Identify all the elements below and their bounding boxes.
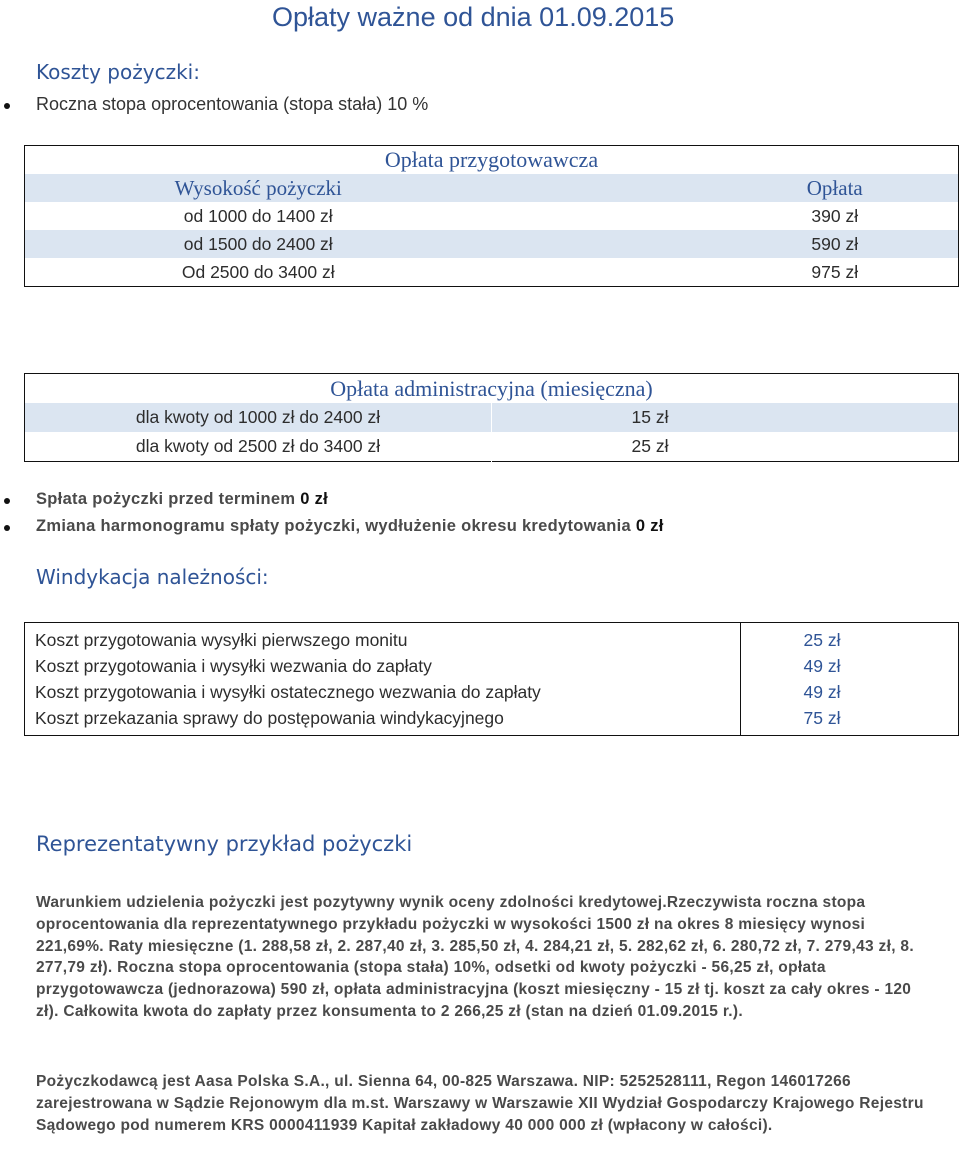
early-repayment-value: 0 zł bbox=[300, 490, 329, 508]
admin-fee-table bbox=[24, 373, 959, 462]
schedule-change-line bbox=[36, 517, 664, 536]
schedule-change-text: Zmiana harmonogramu spłaty pożyczki, wydłużenie okresu kredytowania bbox=[36, 517, 636, 535]
schedule-change-value: 0 zł bbox=[635, 517, 664, 535]
table-cell-fee: 975 zł bbox=[811, 261, 859, 282]
preparation-fee-title: Opłata przygotowawcza bbox=[25, 146, 959, 175]
column-header-amount: Wysokość pożyczki bbox=[25, 174, 492, 202]
interest-rate-line bbox=[36, 94, 936, 115]
table-cell-range: od 1000 do 1400 zł bbox=[183, 205, 333, 226]
early-repayment-text: Spłata pożyczki przed terminem bbox=[36, 490, 301, 508]
bullet-icon bbox=[4, 525, 10, 531]
early-repayment-line bbox=[36, 490, 328, 509]
collection-heading: Windykacja należności: bbox=[36, 565, 269, 589]
interest-rate-text: Roczna stopa oprocentowania (stopa stała) 10 % bbox=[36, 94, 429, 114]
table-cell-range: Od 2500 do 3400 zł bbox=[181, 261, 335, 282]
table-cell-range: dla kwoty od 2500 zł do 3400 zł bbox=[25, 432, 492, 462]
table-cell-label: Koszt przygotowania i wysyłki ostatecznego wezwania do zapłaty bbox=[25, 679, 741, 705]
table-cell-fee: 25 zł bbox=[631, 436, 669, 456]
table-cell-fee: 390 zł bbox=[811, 205, 859, 226]
table-cell-fee: 15 zł bbox=[492, 403, 959, 432]
table-cell-fee: 49 zł bbox=[803, 681, 841, 702]
table-cell-label: Koszt przygotowania i wysyłki wezwania do zapłaty bbox=[25, 653, 741, 679]
collection-fee-table bbox=[24, 622, 959, 736]
table-cell-range: od 1500 do 2400 zł bbox=[25, 230, 492, 258]
bullet-icon bbox=[4, 498, 10, 504]
lender-info: Pożyczkodawcą jest Aasa Polska S.A., ul. Sienna 64, 00-825 Warszawa. NIP: 5252528111, Regon 146017266 zarejestrowana w Sądzie Rejonowym dla m.st. Warszawy w Warszawie XII Wydział Gospodarczy Krajowego Rejestru Sądowego pod numerem KRS 0000411939 Kapitał zakładowy 40 000 000 zł (wpłacony w całości). bbox=[36, 1073, 924, 1134]
column-header-fee: Opłata bbox=[492, 174, 959, 202]
preparation-fee-table bbox=[24, 145, 959, 287]
table-cell-label: Koszt przygotowania wysyłki pierwszego monitu bbox=[25, 623, 741, 654]
table-cell-fee: 25 zł bbox=[803, 629, 841, 650]
bullet-icon bbox=[4, 103, 10, 109]
page-title: Opłaty ważne od dnia 01.09.2015 bbox=[272, 2, 675, 32]
table-cell-range: dla kwoty od 1000 zł do 2400 zł bbox=[25, 403, 492, 432]
table-cell-fee: 590 zł bbox=[492, 230, 959, 258]
admin-fee-title: Opłata administracyjna (miesięczna) bbox=[330, 375, 653, 401]
table-cell-label: Koszt przekazania sprawy do postępowania windykacyjnego bbox=[25, 705, 741, 736]
example-paragraph: Warunkiem udzielenia pożyczki jest pozytywny wynik oceny zdolności kredytowej.Rzeczywista roczna stopa oprocentowania dla reprezentatywnego przykładu pożyczki w wysokości 1500 zł na okres 8 miesięcy wynosi 221,69%. Raty miesięczne (1. 288,58 zł, 2. 287,40 zł, 3. 285,50 zł, 4. 284,21 zł, 5. 282,62 zł, 6. 280,72 zł, 7. 279,43 zł, 8. 277,79 zł). Roczna stopa oprocentowania (stopa stała) 10%, odsetki od kwoty pożyczki - 56,25 zł, opłata przygotowawcza (jednorazowa) 590 zł, opłata administracyjna (koszt miesięczny - 15 zł tj. koszt za cały okres - 120 zł). Całkowita kwota do zapłaty przez konsumenta to 2 266,25 zł (stan na dzień 01.09.2015 r.). bbox=[36, 894, 914, 1020]
table-cell-fee: 75 zł bbox=[803, 707, 841, 728]
loan-costs-heading: Koszty pożyczki: bbox=[36, 60, 200, 84]
example-heading: Reprezentatywny przykład pożyczki bbox=[36, 832, 413, 856]
table-cell-fee: 49 zł bbox=[803, 655, 841, 676]
